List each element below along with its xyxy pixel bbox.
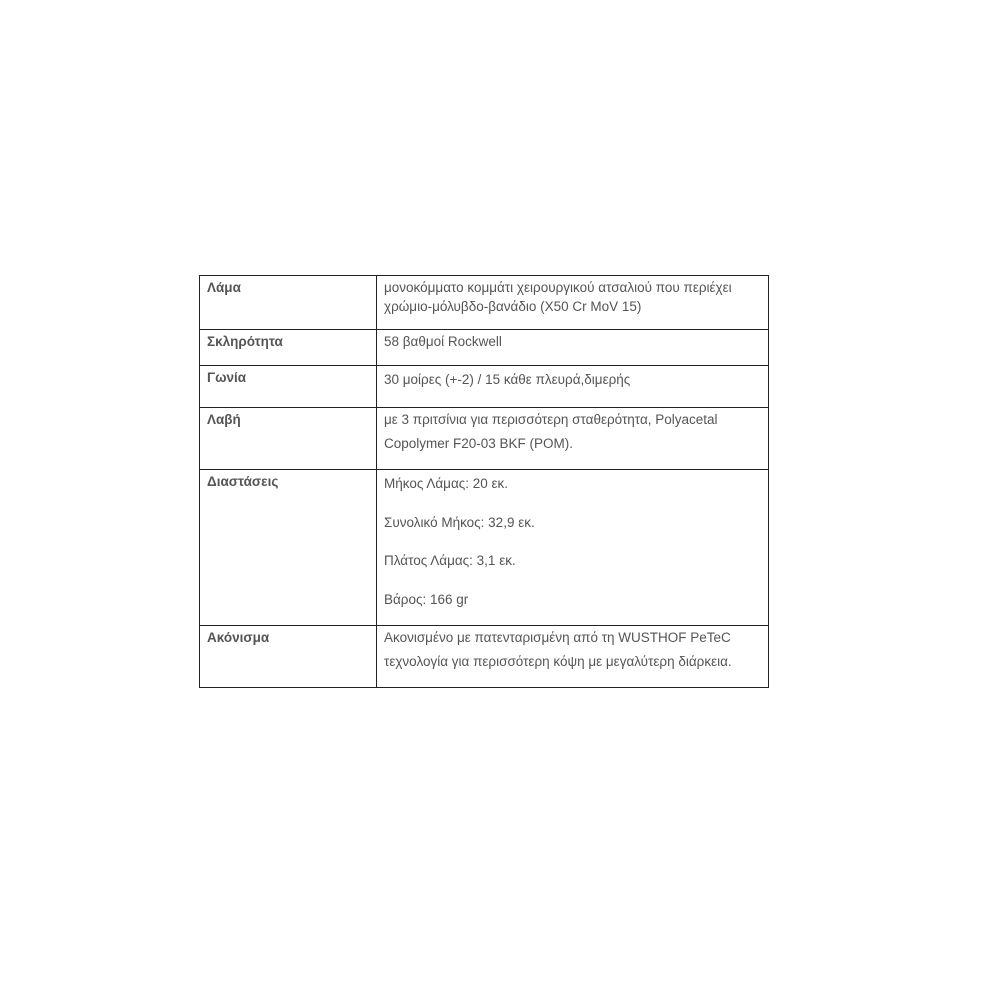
row-label-hardness: Σκληρότητα — [200, 330, 377, 366]
row-label-blade: Λάμα — [200, 276, 377, 330]
row-label-angle: Γωνία — [200, 366, 377, 408]
row-value-angle: 30 μοίρες (+-2) / 15 κάθε πλευρά,διμερής — [377, 366, 769, 408]
table-row — [200, 330, 769, 366]
specifications-table — [199, 275, 769, 688]
table-row — [200, 408, 769, 470]
row-label-dimensions: Διαστάσεις — [200, 470, 377, 626]
row-label-sharpening: Ακόνισμα — [200, 626, 377, 688]
row-value-hardness: 58 βαθμοί Rockwell — [377, 330, 769, 366]
table-row — [200, 470, 769, 626]
dimension-blade-length: Μήκος Λάμας: 20 εκ. — [384, 476, 509, 491]
table-row — [200, 366, 769, 408]
row-value-sharpening: Ακονισμένο με πατενταρισμένη από τη WUSTHOF PeTeC τεχνολογία για περισσότερη κόψη με μεγαλύτερη διάρκεια. — [377, 626, 769, 688]
row-label-handle: Λαβή — [200, 408, 377, 470]
dimension-total-length: Συνολικό Μήκος: 32,9 εκ. — [384, 514, 535, 530]
table-row — [200, 276, 769, 330]
dimension-weight: Βάρος: 166 gr — [384, 591, 469, 607]
dimension-blade-width: Πλάτος Λάμας: 3,1 εκ. — [384, 553, 516, 568]
row-value-handle: με 3 πριτσίνια για περισσότερη σταθερότητα, Polyacetal Copolymer F20-03 BKF (POM). — [377, 408, 769, 470]
table-row — [200, 626, 769, 688]
row-value-dimensions — [377, 470, 769, 626]
row-value-blade: μονοκόμματο κομμάτι χειρουργικού ατσαλιού που περιέχει χρώμιο-μόλυβδο-βανάδιο (X50 Cr MoV 15) — [377, 276, 769, 330]
